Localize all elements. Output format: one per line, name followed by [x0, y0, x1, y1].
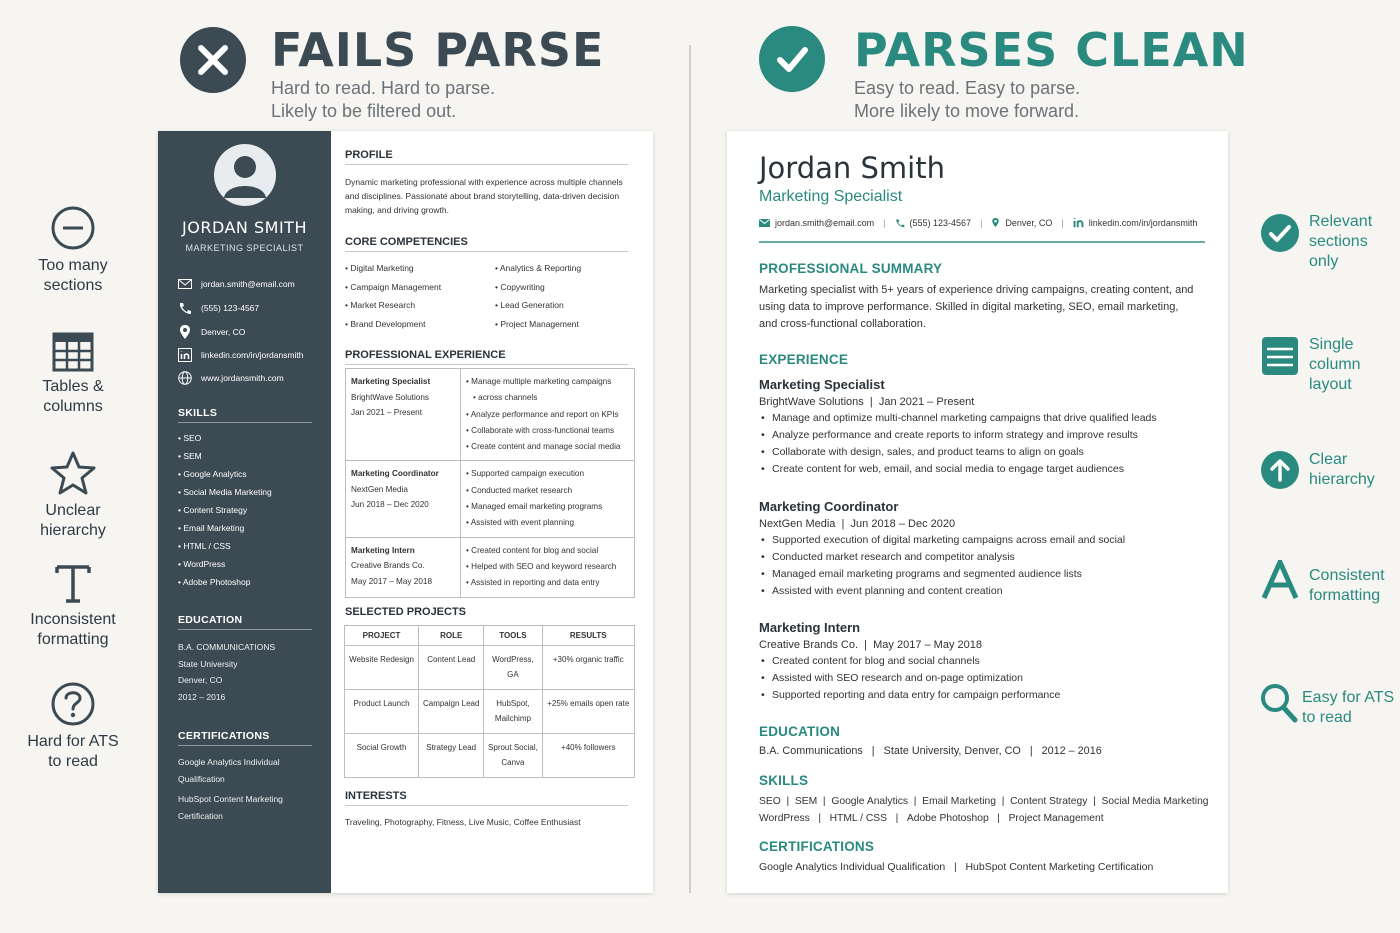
benefit-label-line1: Single	[1309, 336, 1354, 353]
edu-years: 2012 – 2016	[178, 691, 226, 702]
projects-heading: SELECTED PROJECTS	[345, 606, 467, 618]
skill-item: • Google Analytics	[178, 469, 247, 479]
exp-role: Marketing Coordinator	[351, 469, 439, 479]
exp-role: Marketing Specialist	[351, 377, 431, 386]
exp-bullet: • Collaborate with cross-functional teams	[466, 423, 629, 439]
benefit-single-column	[1262, 335, 1361, 395]
job-role: Marketing Specialist	[759, 377, 885, 392]
fails-parse-subtitle-2: Likely to be filtered out.	[271, 101, 457, 121]
separator: |	[1061, 217, 1064, 228]
competency-item: • Lead Generation	[495, 296, 581, 315]
experience-bullets-cell	[461, 369, 635, 461]
good-resume-contact	[759, 217, 1197, 228]
exp-company: Creative Brands Co.	[351, 561, 425, 571]
edu-school: State University	[178, 658, 238, 669]
job-bullet: • Manage and optimize multi-channel marketing campaigns that drive qualified leads	[759, 410, 1157, 427]
contact-email-text: jordan.smith@email.com	[775, 217, 875, 228]
table-cell: +25% emails open rate	[542, 690, 634, 734]
contact-linkedin	[178, 348, 304, 362]
certifications-heading: CERTIFICATIONS	[759, 839, 875, 854]
minus-circle-icon	[50, 205, 96, 251]
education-heading: EDUCATION	[759, 724, 841, 739]
exp-bullet: • Supported campaign execution	[466, 466, 629, 482]
job-bullet: • Assisted with SEO research and on-page optimization	[759, 670, 1060, 687]
competencies-heading: CORE COMPETENCIES	[345, 236, 628, 252]
skills-heading: SKILLS	[759, 773, 809, 788]
contact-location-text: Denver, CO	[201, 327, 246, 337]
exp-company: NextGen Media	[351, 484, 408, 494]
good-resume-title: Marketing Specialist	[759, 188, 903, 205]
envelope-icon	[759, 219, 770, 227]
sidebar-skills-heading: SKILLS	[178, 407, 312, 423]
issue-inconsistent-formatting	[18, 563, 128, 650]
location-pin-icon	[991, 217, 1000, 228]
job-role: Marketing Intern	[759, 620, 861, 635]
issue-label-line2: formatting	[37, 631, 109, 648]
experience-heading: EXPERIENCE	[759, 352, 849, 367]
job-bullet: • Managed email marketing programs and segmented audience lists	[759, 566, 1125, 583]
contact-email-text: jordan.smith@email.com	[201, 279, 295, 289]
competency-item: • Campaign Management	[345, 278, 441, 297]
bad-resume	[158, 131, 653, 893]
education-line: B.A. Communications | State University, Denver, CO | 2012 – 2016	[759, 745, 1102, 757]
exp-dates: May 2017 – May 2018	[351, 576, 433, 586]
fails-parse-subtitle-1: Hard to read. Hard to parse.	[271, 78, 496, 98]
column-header: TOOLS	[484, 626, 542, 646]
parses-clean-title: PARSES CLEAN	[854, 23, 1249, 77]
contact-email	[178, 279, 295, 289]
contact-linkedin-text: linkedin.com/in/jordansmith	[201, 350, 304, 360]
issue-tables-columns	[18, 332, 128, 417]
issue-too-many-sections	[18, 205, 128, 296]
competency-item: • Brand Development	[345, 315, 441, 334]
sidebar-education	[178, 639, 275, 705]
contact-website-text: www.jordansmith.com	[201, 373, 284, 383]
skill-item: • WordPress	[178, 559, 226, 569]
issue-label-line2: to read	[48, 753, 98, 770]
job-bullets	[759, 653, 1060, 704]
profile-heading: PROFILE	[345, 149, 628, 165]
center-divider	[689, 45, 691, 893]
column-header: RESULTS	[542, 626, 634, 646]
job-meta: BrightWave Solutions | Jan 2021 – Present	[759, 396, 975, 408]
certifications-line: Google Analytics Individual Qualification | HubSpot Content Marketing Certification	[759, 861, 1154, 873]
exp-role: Marketing Intern	[351, 545, 415, 555]
x-icon	[195, 42, 231, 78]
parses-clean-subtitle-1: Easy to read. Easy to parse.	[854, 78, 1081, 98]
table-cell: Campaign Lead	[419, 690, 484, 734]
job-bullet: • Supported reporting and data entry for campaign performance	[759, 687, 1060, 704]
cert-line: Qualification	[178, 773, 225, 784]
table-row	[346, 537, 635, 597]
user-icon	[214, 144, 276, 206]
table-row	[345, 646, 635, 690]
job-bullet: • Conducted market research and competitor analysis	[759, 549, 1125, 566]
experience-role-cell	[346, 369, 461, 461]
contact-location-text: Denver, CO	[1005, 217, 1053, 228]
exp-bullet: • Created content for blog and social	[466, 543, 629, 559]
bad-resume-sidebar	[158, 131, 331, 893]
job-meta: Creative Brands Co. | May 2017 – May 2018	[759, 639, 982, 651]
table-row	[346, 369, 635, 461]
sidebar-certifications	[178, 754, 283, 824]
experience-role-cell	[346, 461, 461, 537]
table-row	[345, 690, 635, 734]
linkedin-icon	[178, 348, 192, 362]
benefit-easy-for-ats	[1260, 683, 1394, 728]
list-icon	[1262, 337, 1298, 375]
issue-label-line1: Tables &	[42, 378, 104, 395]
skills-line-2: WordPress | HTML / CSS | Adobe Photoshop | Project Management	[759, 813, 1104, 824]
job-bullet: • Created content for blog and social channels	[759, 653, 1060, 670]
exp-bullet: • Helped with SEO and keyword research	[466, 559, 629, 575]
skill-item: • HTML / CSS	[178, 541, 231, 551]
sidebar-certifications-heading: CERTIFICATIONS	[178, 730, 312, 746]
benefit-label-line2: to read	[1302, 709, 1352, 726]
issue-label-line1: Unclear	[45, 502, 101, 519]
skill-item: • SEM	[178, 451, 202, 461]
star-icon	[50, 450, 96, 496]
exp-bullet: • Managed email marketing programs	[466, 499, 629, 515]
issue-unclear-hierarchy	[18, 450, 128, 541]
job-meta: NextGen Media | Jun 2018 – Dec 2020	[759, 518, 956, 530]
summary-heading: PROFESSIONAL SUMMARY	[759, 261, 943, 276]
table-cell: HubSpot, Mailchimp	[484, 690, 542, 734]
edu-degree: B.A. COMMUNICATIONS	[178, 642, 276, 652]
exp-bullet: • across channels	[466, 390, 629, 406]
issue-label-line2: sections	[43, 277, 103, 294]
benefit-relevant-sections	[1260, 212, 1372, 272]
skill-item: • Email Marketing	[178, 523, 245, 533]
issue-label-line2: hierarchy	[40, 522, 106, 539]
job-bullets	[759, 410, 1157, 478]
job-entry	[759, 377, 1157, 478]
bad-resume-title: MARKETING SPECIALIST	[185, 243, 304, 253]
job-bullets	[759, 532, 1125, 600]
job-bullet: • Assisted with event planning and content creation	[759, 583, 1125, 600]
parses-clean-subtitle-2: More likely to move forward.	[854, 101, 1080, 121]
check-circle-icon	[1260, 213, 1300, 253]
benefit-label-line3: only	[1309, 253, 1339, 270]
fails-parse-badge	[180, 27, 246, 93]
cert-line: Google Analytics Individual	[178, 757, 280, 767]
table-cell: Product Launch	[345, 690, 419, 734]
exp-bullet: • Manage multiple marketing campaigns	[466, 374, 629, 390]
column-header: PROJECT	[345, 626, 419, 646]
fails-parse-title: FAILS PARSE	[271, 23, 605, 77]
projects-table	[344, 625, 635, 778]
summary-text: Marketing specialist with 5+ years of experience driving campaigns, creating content, and using data to improve performance. Skilled in digital marketing, SEO, email marketing, and cross-functional collaboration.	[759, 284, 1194, 330]
contact-phone-text: (555) 123-4567	[201, 303, 260, 313]
benefit-clear-hierarchy	[1260, 450, 1375, 490]
table-cell: WordPress, GA	[484, 646, 542, 690]
cert-line: HubSpot Content Marketing	[178, 794, 283, 804]
experience-bullets-cell	[461, 461, 635, 537]
competency-item: • Market Research	[345, 296, 441, 315]
skill-item: • Social Media Marketing	[178, 487, 272, 497]
parses-clean-badge	[759, 26, 825, 92]
benefit-label-line2: sections	[1309, 233, 1368, 250]
skill-item: • SEO	[178, 433, 202, 443]
skill-item: • Adobe Photoshop	[178, 577, 251, 587]
benefit-label-line2: formatting	[1309, 587, 1381, 604]
competency-item: • Project Management	[495, 315, 581, 334]
separator: |	[980, 217, 983, 228]
benefit-label-line1: Clear	[1309, 451, 1348, 468]
exp-bullet: • Assisted in reporting and data entry	[466, 575, 629, 591]
table-cell: Social Growth	[345, 734, 419, 778]
exp-bullet: • Conducted market research	[466, 483, 629, 499]
interests-heading: INTERESTS	[345, 790, 628, 806]
experience-role-cell	[346, 537, 461, 597]
profile-text: Dynamic marketing professional with experience across multiple channels and disciplines. Passionate about brand storytelling, data-driven decision making, and driving growth.	[345, 177, 623, 216]
job-role: Marketing Coordinator	[759, 499, 899, 514]
table-header-row	[345, 626, 635, 646]
column-header: ROLE	[419, 626, 484, 646]
magnifier-icon	[1260, 683, 1298, 723]
text-t-icon	[53, 563, 93, 605]
benefit-consistent-formatting	[1262, 560, 1385, 606]
competencies-col2	[495, 259, 581, 333]
exp-dates: Jun 2018 – Dec 2020	[351, 500, 429, 510]
linkedin-icon	[1073, 217, 1084, 228]
job-entry	[759, 620, 1060, 704]
competency-item: • Analytics & Reporting	[495, 259, 581, 278]
check-icon	[773, 40, 811, 78]
issue-hard-for-ats	[18, 681, 128, 772]
arrow-up-circle-icon	[1260, 450, 1300, 490]
sidebar-skills-list	[178, 429, 272, 591]
table-cell: +40% followers	[542, 734, 634, 778]
edu-city: Denver, CO	[178, 675, 223, 685]
table-row	[346, 461, 635, 537]
exp-bullet: • Assisted with event planning	[466, 515, 629, 531]
benefit-label-line2: hierarchy	[1309, 471, 1375, 488]
exp-bullet: • Create content and manage social media	[466, 439, 629, 455]
bad-resume-name: JORDAN SMITH	[182, 218, 307, 237]
letter-a-icon	[1262, 560, 1298, 600]
job-bullet: • Collaborate with design, sales, and product teams to align on goals	[759, 444, 1157, 461]
phone-icon	[178, 302, 192, 314]
table-row	[345, 734, 635, 778]
benefit-label-line3: layout	[1309, 376, 1352, 393]
contact-phone-text: (555) 123-4567	[909, 217, 972, 228]
contact-linkedin-text: linkedin.com/in/jordansmith	[1088, 217, 1198, 228]
exp-bullet: • Analyze performance and report on KPIs	[466, 407, 629, 423]
separator: |	[883, 217, 886, 228]
contact-website	[178, 371, 284, 385]
cert-line: Certification	[178, 810, 223, 821]
interests-text: Traveling, Photography, Fitness, Live Music, Coffee Enthusiast	[345, 817, 581, 827]
sidebar-education-heading: EDUCATION	[178, 614, 312, 630]
phone-icon	[895, 218, 905, 228]
table-cell: Sprout Social, Canva	[484, 734, 542, 778]
competency-item: • Digital Marketing	[345, 259, 441, 278]
job-bullet: • Create content for web, email, and social media to engage target audiences	[759, 461, 1157, 478]
good-resume-name: Jordan Smith	[759, 151, 945, 185]
experience-heading: PROFESSIONAL EXPERIENCE	[345, 349, 628, 365]
issue-label-line2: columns	[43, 398, 103, 415]
good-resume	[727, 131, 1228, 893]
globe-icon	[178, 371, 192, 385]
competencies-col1	[345, 259, 441, 333]
skill-item: • Content Strategy	[178, 505, 248, 515]
experience-table	[345, 368, 635, 598]
header-rule	[759, 241, 1205, 243]
benefit-label-line1: Easy for ATS	[1302, 689, 1395, 706]
table-cell: Strategy Lead	[419, 734, 484, 778]
issue-label-line1: Too many	[38, 257, 108, 274]
benefit-label-line1: Consistent	[1309, 567, 1385, 584]
benefit-label-line2: column	[1309, 356, 1361, 373]
job-entry	[759, 499, 1125, 600]
issue-label-line1: Inconsistent	[30, 611, 116, 628]
exp-company: BrightWave Solutions	[351, 392, 429, 402]
location-pin-icon	[178, 325, 192, 339]
exp-dates: Jan 2021 – Present	[351, 408, 423, 417]
table-cell: Content Lead	[419, 646, 484, 690]
table-cell: Website Redesign	[345, 646, 419, 690]
contact-location	[178, 325, 245, 339]
experience-bullets-cell	[461, 537, 635, 597]
competency-item: • Copywriting	[495, 278, 581, 297]
envelope-icon	[178, 279, 192, 289]
question-circle-icon	[50, 681, 96, 727]
benefit-label-line1: Relevant	[1309, 213, 1373, 230]
skills-line-1: SEO | SEM | Google Analytics | Email Marketing | Content Strategy | Social Media Marketing	[759, 796, 1209, 807]
table-cell: +30% organic traffic	[542, 646, 634, 690]
job-bullet: • Analyze performance and create reports to inform strategy and improve results	[759, 427, 1157, 444]
contact-phone	[178, 302, 259, 314]
issue-label-line1: Hard for ATS	[27, 733, 119, 750]
table-icon	[52, 332, 94, 372]
job-bullet: • Supported execution of digital marketing campaigns across email and social	[759, 532, 1125, 549]
avatar	[214, 144, 276, 206]
